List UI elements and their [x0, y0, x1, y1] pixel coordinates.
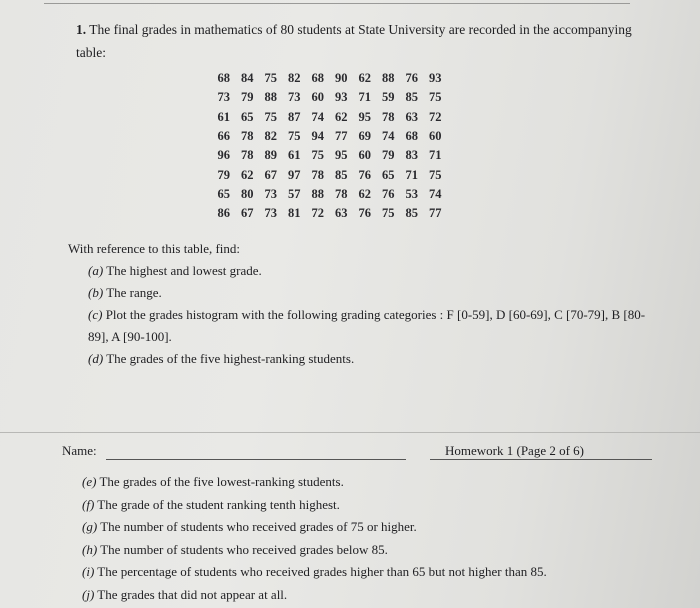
question-g: [82, 516, 682, 539]
grade-cell: 78: [241, 129, 254, 144]
questions-part1: [68, 238, 668, 370]
grades-row: [212, 127, 447, 146]
grade-cell: 83: [405, 148, 418, 163]
grade-cell: 86: [217, 206, 230, 221]
homework-underline: [430, 459, 652, 460]
grade-cell: 79: [382, 148, 395, 163]
question-j-label: (j): [82, 586, 95, 602]
grade-cell: 76: [405, 71, 418, 86]
grades-row: [212, 146, 447, 165]
question-f: [82, 494, 682, 517]
grade-cell: 88: [264, 90, 277, 105]
grade-cell: 67: [264, 167, 277, 182]
grade-cell: 85: [405, 90, 418, 105]
grade-cell: 60: [311, 90, 324, 105]
grade-cell: 75: [264, 71, 277, 86]
question-e-text: The grades of the five lowest-ranking students.: [99, 474, 344, 489]
grade-cell: 85: [335, 167, 348, 182]
question-e: [82, 471, 682, 494]
question-g-text: The number of students who received grades of 75 or higher.: [100, 519, 417, 534]
homework-title: Homework 1 (Page 2 of 6): [445, 443, 584, 458]
grade-cell: 77: [429, 206, 442, 221]
grade-cell: 96: [217, 148, 230, 163]
top-rule: [44, 3, 630, 4]
question-f-label: (f): [82, 496, 95, 512]
grade-cell: 75: [311, 148, 324, 163]
grades-row: [212, 69, 447, 88]
grade-cell: 62: [358, 186, 371, 201]
question-b: [68, 282, 668, 304]
grade-cell: 60: [358, 148, 371, 163]
grade-cell: 67: [241, 206, 254, 221]
question-lead: With reference to this table, find:: [68, 241, 241, 256]
grade-cell: 53: [405, 186, 418, 201]
question-b-label: (b): [88, 285, 104, 300]
grade-cell: 69: [358, 129, 371, 144]
grades-row: [212, 108, 447, 127]
grade-cell: 68: [311, 71, 324, 86]
grade-cell: 90: [335, 71, 348, 86]
grade-cell: 59: [382, 90, 395, 105]
grade-cell: 75: [429, 167, 442, 182]
question-a-text: The highest and lowest grade.: [106, 263, 262, 278]
question-a-label: (a): [88, 263, 104, 278]
grade-cell: 74: [382, 129, 395, 144]
grade-cell: 97: [288, 167, 301, 182]
grade-cell: 81: [288, 206, 301, 221]
question-c-text2: 89], A [90-100].: [88, 329, 172, 344]
grade-cell: 88: [311, 186, 324, 201]
problem-intro-line1: The final grades in mathematics of 80 students at State University are recorded in the accompanying: [89, 22, 632, 37]
grade-cell: 95: [358, 109, 371, 124]
question-c: [68, 304, 668, 326]
grade-cell: 61: [217, 109, 230, 124]
grade-cell: 76: [358, 167, 371, 182]
grade-cell: 88: [382, 71, 395, 86]
grade-cell: 62: [241, 167, 254, 182]
grade-cell: 75: [429, 90, 442, 105]
grade-cell: 74: [311, 109, 324, 124]
question-j: [82, 584, 682, 607]
grades-table: [212, 69, 447, 223]
grade-cell: 78: [335, 186, 348, 201]
problem-number: 1.: [76, 22, 87, 37]
grade-cell: 75: [382, 206, 395, 221]
question-h-label: (h): [82, 541, 98, 557]
grade-cell: 82: [264, 129, 277, 144]
name-underline: [106, 459, 406, 460]
grade-cell: 75: [264, 109, 277, 124]
question-d: [68, 348, 668, 370]
grade-cell: 65: [382, 167, 395, 182]
grade-cell: 71: [429, 148, 442, 163]
grade-cell: 95: [335, 148, 348, 163]
grade-cell: 73: [288, 90, 301, 105]
grade-cell: 62: [335, 109, 348, 124]
grade-cell: 71: [405, 167, 418, 182]
grades-row: [212, 204, 447, 223]
question-g-label: (g): [82, 519, 98, 534]
question-i-text: The percentage of students who received grades higher than 65 but not higher than 85.: [97, 564, 547, 579]
grades-row: [212, 165, 447, 184]
grade-cell: 76: [358, 206, 371, 221]
grade-cell: 61: [288, 148, 301, 163]
questions-part2: [82, 471, 682, 606]
question-h-text: The number of students who received grades below 85.: [100, 541, 388, 557]
grade-cell: 65: [217, 186, 230, 201]
grade-cell: 78: [311, 167, 324, 182]
question-h: [82, 539, 682, 562]
question-f-text: The grade of the student ranking tenth highest.: [97, 496, 340, 512]
question-d-label: (d): [88, 351, 104, 366]
grade-cell: 93: [335, 90, 348, 105]
grade-cell: 78: [241, 148, 254, 163]
question-c-text: Plot the grades histogram with the following grading categories : F [0-59], D [60-69], C [70-79], B [80-: [105, 307, 646, 322]
grade-cell: 72: [429, 109, 442, 124]
grade-cell: 71: [358, 90, 371, 105]
problem-intro: [76, 18, 656, 64]
grade-cell: 72: [311, 206, 324, 221]
problem-intro-line2: table:: [76, 45, 106, 60]
grade-cell: 77: [335, 129, 348, 144]
question-j-text: The grades that did not appear at all.: [97, 586, 288, 602]
question-e-label: (e): [82, 474, 97, 489]
grades-row: [212, 185, 447, 204]
page-divider: [0, 432, 700, 433]
grade-cell: 74: [429, 186, 442, 201]
grade-cell: 94: [311, 129, 324, 144]
grade-cell: 79: [241, 90, 254, 105]
grades-row: [212, 88, 447, 107]
name-label: Name:: [62, 443, 97, 458]
grade-cell: 82: [288, 71, 301, 86]
question-c-label: (c): [88, 307, 103, 322]
grade-cell: 80: [241, 186, 254, 201]
question-b-text: The range.: [106, 285, 162, 300]
grade-cell: 63: [405, 109, 418, 124]
grade-cell: 84: [241, 71, 254, 86]
grade-cell: 87: [288, 109, 301, 124]
question-a: [68, 260, 668, 282]
grade-cell: 57: [288, 186, 301, 201]
grade-cell: 68: [217, 71, 230, 86]
grade-cell: 68: [405, 129, 418, 144]
question-i: [82, 561, 682, 584]
grade-cell: 78: [382, 109, 395, 124]
grade-cell: 63: [335, 206, 348, 221]
grade-cell: 73: [217, 90, 230, 105]
grade-cell: 60: [429, 129, 442, 144]
grade-cell: 62: [358, 71, 371, 86]
grade-cell: 75: [288, 129, 301, 144]
grade-cell: 76: [382, 186, 395, 201]
grade-cell: 65: [241, 109, 254, 124]
grade-cell: 93: [429, 71, 442, 86]
grade-cell: 73: [264, 206, 277, 221]
question-i-label: (i): [82, 564, 95, 579]
grade-cell: 79: [217, 167, 230, 182]
question-d-text: The grades of the five highest-ranking students.: [106, 351, 355, 366]
grade-cell: 89: [264, 148, 277, 163]
grade-cell: 85: [405, 206, 418, 221]
grade-cell: 66: [217, 129, 230, 144]
question-c-continued: [68, 326, 668, 348]
grade-cell: 73: [264, 186, 277, 201]
